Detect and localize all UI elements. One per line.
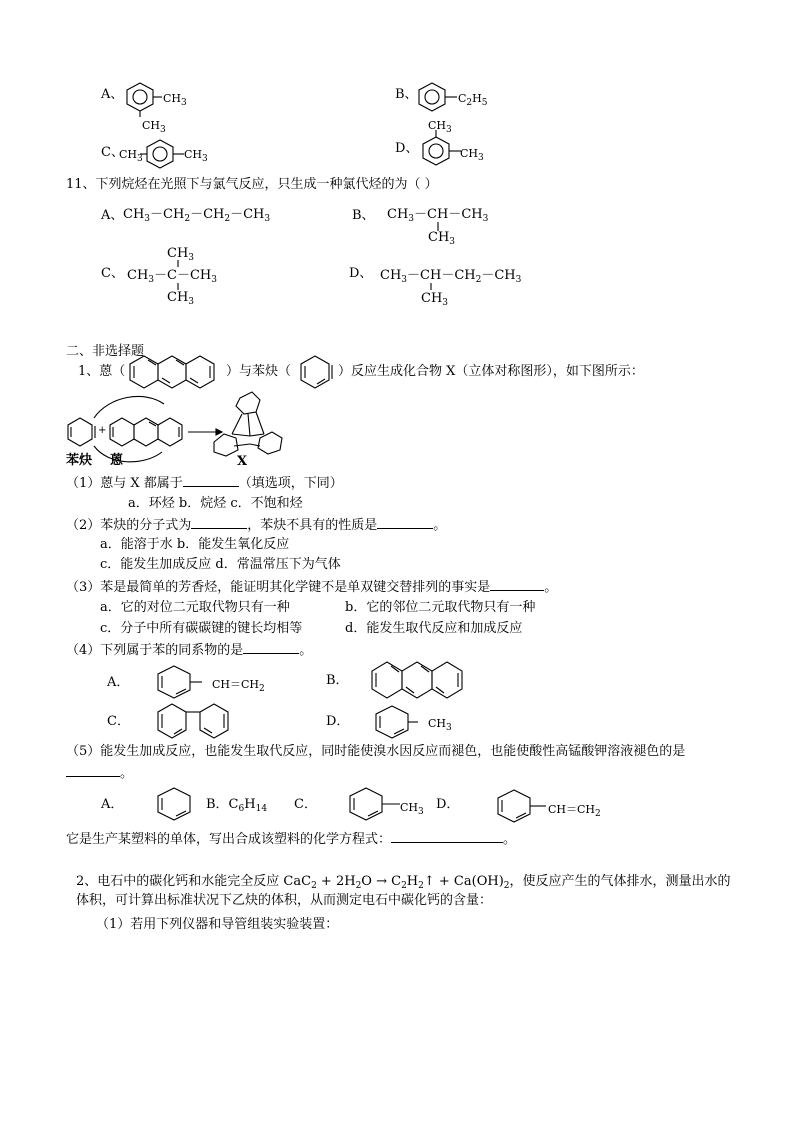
svg-text:+: + (98, 425, 107, 436)
q1-stem-a: 1、蒽（ (78, 364, 126, 379)
q10-option-d-label: D、 (395, 141, 419, 156)
reaction-scheme (64, 388, 304, 468)
q11-stem: 11、下列烷烃在光照下与氯气反应，只生成一种氯代烃的为（ ） (66, 177, 438, 192)
toluene-option-structure (370, 700, 430, 746)
label-anthracene: 蒽 (110, 453, 124, 468)
q1-part5-d-label: D． (436, 797, 460, 812)
meta-xylene-structure (416, 125, 496, 175)
q1-part5-c-group: $CH_3$ (400, 801, 424, 817)
q1-part5: （5）能发生加成反应，也能发生取代反应，同时能使溴水因反应而褪色，也能使酸性高锰酸钾溶液褪色的是 (66, 744, 686, 759)
q1-part5-b: B．$C_6H_{14}$ (206, 797, 268, 814)
q11-option-d-branch: $CH_3$ (421, 291, 449, 308)
q1-stem-b: ）与苯炔（ (226, 364, 292, 379)
q2-line1: 2、电石中的碳化钙和水能完全反应 $CaC_2 + 2H_2O$ → $C_2H_2↑ + Ca(OH)_2$，使反应产生的气体排水，测量出水的 (76, 874, 731, 891)
q1-part4-d-group: $CH_3$ (428, 717, 452, 733)
q1-part5-tail: 它是生产某塑料的单体，写出合成该塑料的化学方程式： 。 (66, 832, 517, 847)
toluene-option5-structure (342, 782, 402, 828)
q10-b-c2h5: $C_2H_5$ (458, 92, 488, 108)
biphenyl-structure (152, 698, 242, 748)
q1-part1: （1）蒽与 X 都属于 （填选项，下同） (66, 476, 343, 491)
q2-line2: 体积，可计算出标准状况下乙炔的体积，从而测定电石中碳化钙的含量： (76, 893, 493, 908)
q1-part3-option-c: c．分子中所有碳碳键的键长均相等 (100, 621, 303, 636)
q1-part4: （4）下列属于苯的同系物的是 。 (66, 643, 313, 658)
q11-option-b-label: B、 (352, 208, 375, 223)
section-title: 二、非选择题 (66, 344, 145, 359)
anthracene-option-structure (370, 656, 470, 706)
q11-option-c-formula: $CH_3-C-CH_3$ (127, 268, 217, 285)
q11-option-b-branch: $CH_3$ (428, 230, 456, 247)
label-benzyne: 苯炔 (66, 453, 93, 468)
q1-stem-c: ）反应生成化合物 X（立体对称图形），如下图所示： (338, 364, 644, 379)
q10-c-ch3-left: $CH_3$ (119, 148, 143, 164)
q1-part4-d-label: D． (326, 714, 350, 729)
q11-option-a-formula: $CH_3-CH_2-CH_2-CH_3$ (123, 207, 271, 224)
q1-part5-blank: 。 (66, 765, 133, 782)
para-xylene-structure (140, 132, 220, 182)
q10-a-ch3-bottom: $CH_3$ (142, 119, 166, 135)
label-x: X (237, 454, 248, 469)
benzene-option-structure (150, 782, 200, 828)
q11-option-c-bottom: $CH_3$ (167, 290, 195, 307)
q1-part4-a-label: A． (107, 675, 130, 690)
q11-option-c-top: $CH_3$ (167, 246, 195, 263)
q1-part3: （3）苯是最简单的芳香烃，能证明其化学键不是单双键交替排列的事实是 。 (66, 580, 558, 595)
q10-option-a-label: A、 (101, 87, 124, 102)
q10-c-ch3-right: $CH_3$ (184, 148, 208, 164)
styrene-option5-structure (490, 784, 550, 830)
q1-part4-c-label: C． (107, 714, 130, 729)
q2-line3: （1）若用下列仪器和导管组装实验装置： (96, 917, 339, 932)
q1-part5-d-group: $CH=CH_2$ (548, 803, 601, 819)
q1-part3-option-d: d．能发生取代反应和加成反应 (345, 621, 523, 636)
q1-part4-b-label: B． (326, 673, 349, 688)
q10-a-ch3-right: $CH_3$ (163, 92, 187, 108)
q10-d-ch3-top: $CH_3$ (428, 119, 452, 135)
q1-part2-options-1: a．能溶于水 b．能发生氧化反应 (100, 537, 290, 552)
q11-option-d-formula: $CH_3-CH-CH_2-CH_3$ (380, 268, 522, 285)
q1-part2: （2）苯炔的分子式为 ，苯炔不具有的性质是 。 (66, 518, 447, 533)
q10-option-b-label: B、 (395, 87, 418, 102)
q10-d-ch3-right: $CH_3$ (460, 147, 484, 163)
q1-part5-c-label: C． (294, 797, 317, 812)
q11-option-a-label: A、 (101, 208, 124, 223)
q11-option-d-label: D、 (349, 266, 373, 281)
q1-part3-option-a: a．它的对位二元取代物只有一种 (100, 600, 290, 615)
q10-option-c-label: C、 (101, 145, 124, 160)
q1-part2-options-2: c．能发生加成反应 d．常温常压下为气体 (100, 557, 341, 572)
q11-option-c-label: C、 (101, 266, 124, 281)
q1-part5-a-label: A． (101, 797, 124, 812)
q1-part3-option-b: b．它的邻位二元取代物只有一种 (345, 600, 536, 615)
q1-part4-a-group: $CH=CH_2$ (212, 678, 265, 694)
q11-option-b-formula: $CH_3-CH-CH_3$ (387, 207, 489, 224)
q1-part1-options: a．环烃 b．烷烃 c．不饱和烃 (128, 496, 303, 511)
